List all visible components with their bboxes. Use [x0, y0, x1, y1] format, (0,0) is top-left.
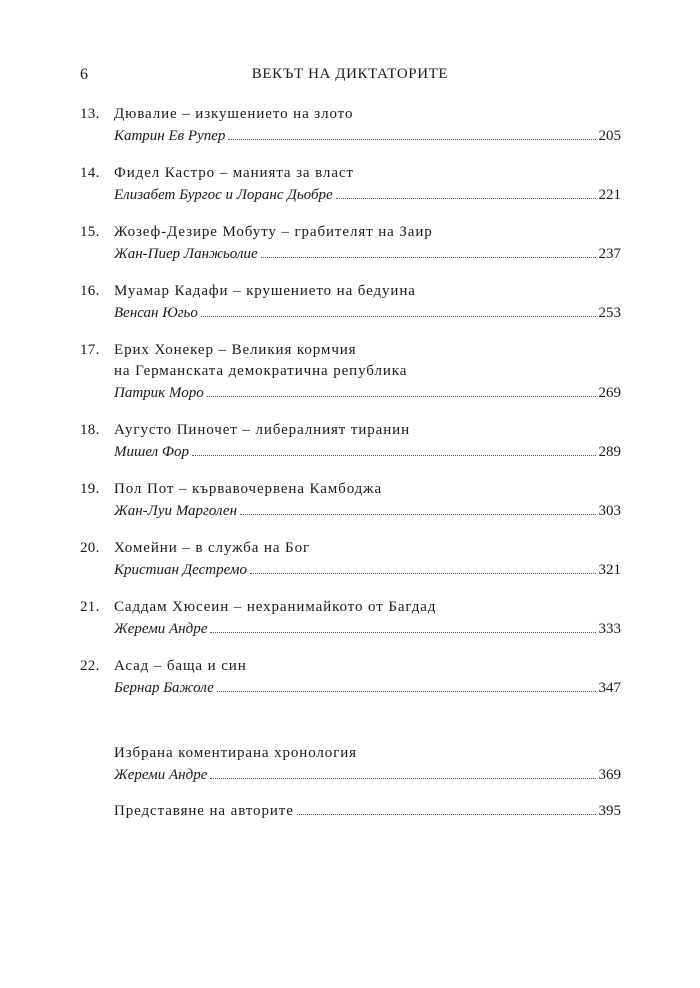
dot-leader — [210, 778, 595, 779]
toc-entry-author: Мишел Фор — [114, 444, 189, 460]
toc-entry-author-line — [80, 500, 621, 522]
toc-entry-number: 16. — [80, 283, 100, 299]
toc-entry — [80, 538, 621, 581]
toc-entry-author-line — [80, 441, 621, 463]
toc-entry-number: 20. — [80, 540, 100, 556]
toc-entry-number: 14. — [80, 165, 100, 181]
toc-entry-title-line — [80, 104, 621, 125]
running-header: ВЕКЪТ НА ДИКТАТОРИТЕ — [251, 66, 449, 82]
toc-entry — [80, 340, 621, 404]
toc-entry-author: Патрик Моро — [114, 385, 204, 401]
toc-entry-author: Жереми Андре — [114, 621, 208, 637]
toc-entry — [80, 420, 621, 463]
page-number: 6 — [80, 66, 88, 83]
toc-entry-title: Хомейни – в служба на Бог — [114, 540, 311, 556]
toc-entry-number: 17. — [80, 342, 100, 358]
toc-entry-page: 237 — [598, 246, 621, 262]
toc-entry-title: Ерих Хонекер – Великия кормчия — [114, 342, 357, 358]
toc-entry-author-line — [80, 184, 621, 206]
dot-leader — [240, 514, 595, 515]
dot-leader — [192, 455, 596, 456]
toc-entry-page: 269 — [598, 385, 621, 401]
toc-entry-title: Саддам Хюсеин – нехранимайкото от Багдад — [114, 599, 437, 615]
dot-leader — [210, 632, 595, 633]
toc-entry-author: Елизабет Бургос и Лоранс Дьобре — [114, 187, 333, 203]
toc-entry-title: Фидел Кастро – манията за власт — [114, 165, 354, 181]
toc-entry-title: Аугусто Пиночет – либералният тиранин — [114, 422, 411, 438]
toc-entry-author: Катрин Ев Рупер — [114, 128, 226, 144]
dot-leader — [250, 573, 596, 574]
toc-entry-page: 395 — [598, 803, 621, 819]
toc-entry-author: Бернар Бажоле — [114, 680, 214, 696]
toc-entry-number: 18. — [80, 422, 100, 438]
dot-leader — [261, 257, 596, 258]
toc-entry-authors — [80, 800, 621, 822]
toc-entry-title: на Германската демократична република — [114, 363, 408, 379]
dot-leader — [228, 139, 595, 140]
toc-entry-page: 333 — [598, 621, 621, 637]
toc-entry-author: Венсан Югьо — [114, 305, 198, 321]
toc-entry-author-line — [80, 559, 621, 581]
toc-entry-title-line — [80, 222, 621, 243]
toc-entry-title: Муамар Кадафи – крушението на бедуина — [114, 283, 416, 299]
dot-leader — [297, 814, 596, 815]
toc-entry-title: Асад – баща и син — [114, 658, 247, 674]
toc-entry — [80, 597, 621, 640]
toc-entry-title-line — [80, 800, 621, 822]
toc-entry — [80, 163, 621, 206]
toc-entry-number: 15. — [80, 224, 100, 240]
toc-entry-author-line — [80, 382, 621, 404]
toc-entry-number: 22. — [80, 658, 100, 674]
toc-entry-page: 321 — [598, 562, 621, 578]
toc-entry-title-line — [80, 163, 621, 184]
dot-leader — [207, 396, 596, 397]
toc-entry-title: Дювалие – изкушението на злото — [114, 106, 354, 122]
toc-entry-author-line — [80, 302, 621, 324]
toc-entry-author-line — [80, 764, 621, 786]
toc-entry-author-line — [80, 243, 621, 265]
toc-entry-page: 205 — [598, 128, 621, 144]
toc-entry-author: Жереми Андре — [114, 767, 208, 783]
dot-leader — [336, 198, 596, 199]
toc-entry-title-line — [80, 340, 621, 361]
dot-leader — [201, 316, 596, 317]
toc-entry-title-line — [80, 281, 621, 302]
toc-entry-page: 221 — [598, 187, 621, 203]
toc-entry-page: 303 — [598, 503, 621, 519]
section-gap — [80, 715, 621, 743]
dot-leader — [217, 691, 596, 692]
toc-entry-title: Жозеф-Дезире Мобуту – грабителят на Заир — [114, 224, 433, 240]
toc-entry-chronology — [80, 743, 621, 786]
toc-entry — [80, 479, 621, 522]
toc-entry-number: 19. — [80, 481, 100, 497]
toc-entry-title-line — [80, 538, 621, 559]
toc-entry-author-line — [80, 125, 621, 147]
toc-entry-page: 369 — [598, 767, 621, 783]
toc-entry-title-line — [80, 420, 621, 441]
toc-entry-title-line — [80, 656, 621, 677]
toc-entry-page: 253 — [598, 305, 621, 321]
toc-entry-title-line — [80, 361, 621, 382]
toc-entry-author-line — [80, 618, 621, 640]
toc-entry-number: 21. — [80, 599, 100, 615]
toc-entries — [80, 104, 621, 699]
toc-entry-author: Кристиан Дестремо — [114, 562, 247, 578]
toc-entry-title-line — [80, 479, 621, 500]
toc-entry — [80, 104, 621, 147]
toc-entry — [80, 281, 621, 324]
toc-entry-author-line — [80, 677, 621, 699]
toc-entry — [80, 656, 621, 699]
toc-entry-page: 347 — [598, 680, 621, 696]
toc-entry-author: Жан-Пиер Ланжьолие — [114, 246, 258, 262]
toc-entry-title: Пол Пот – кървавочервена Камбоджа — [114, 481, 383, 497]
toc-entry — [80, 222, 621, 265]
toc-entry-title-line — [80, 597, 621, 618]
toc-entry-title: Представяне на авторите — [114, 803, 294, 819]
toc-entry-title: Избрана коментирана хронология — [114, 745, 357, 761]
toc-entry-page: 289 — [598, 444, 621, 460]
toc-entry-number: 13. — [80, 106, 100, 122]
table-of-contents — [80, 104, 621, 836]
toc-entry-author: Жан-Луи Марголен — [114, 503, 238, 519]
